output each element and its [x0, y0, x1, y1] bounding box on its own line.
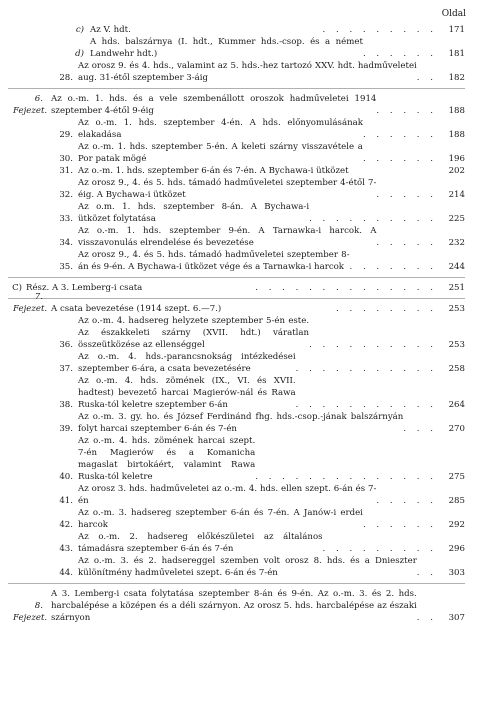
entry-number: 33. [59, 214, 73, 224]
entry-title: Az o.-m. 4. hadsereg helyzete szeptember 5-én este. Az északkeleti szárny (XVII. hdt.) váratlan összeütközése az ellenséggel [78, 316, 310, 350]
entry-page: 202 [448, 166, 465, 176]
toc-entry [0, 165, 489, 177]
section-divider [8, 583, 465, 584]
entry-title: Az o.-m. 1. hds. szeptember 6-án és 7-én. A Bychawa-i ütközet [78, 166, 349, 176]
entry-page: 275 [448, 472, 465, 482]
entry-number: 28. [59, 73, 73, 83]
toc-entry [0, 225, 489, 249]
toc-chapter [0, 588, 489, 624]
toc-entry [0, 531, 489, 555]
entry-page: 251 [448, 283, 465, 293]
toc-entry [0, 60, 489, 84]
page-column-header: Oldal [441, 9, 466, 19]
dot-leader: . . . . . [376, 190, 437, 200]
entry-title: Az orosz 9. és 4. hds., valamint az 5. hds.-hez tartozó XXV. hdt. hadműveletei aug. 31-étől szeptember 3-áig [78, 61, 417, 83]
entry-number: 41. [59, 496, 73, 506]
entry-number: 44. [59, 568, 73, 578]
entry-page: 296 [448, 544, 465, 554]
part-title: Rész. A 3. Lemberg-i csata [26, 283, 143, 293]
dot-leader: . . . . . [376, 496, 437, 506]
toc-entry [0, 36, 489, 60]
chapter-title: A csata bevezetése (1914 szept. 6.—7.) [51, 304, 222, 314]
entry-title: Az o.-m. 1. hds. szeptember 5-én. A keleti szárny visszavétele a Por patak mögé [78, 142, 363, 164]
chapter-number: 8. Fejezet. [13, 601, 48, 623]
entry-title: Az V. hdt. [90, 25, 131, 35]
dot-leader: . . . . . . [362, 520, 437, 530]
dot-leader: . . . . . . . . . . . [295, 364, 437, 374]
entry-page: 232 [448, 238, 465, 248]
entry-number: 34. [59, 238, 73, 248]
entry-number: d) [75, 49, 84, 59]
entry-title: Az o.m. 1. hds. szeptember 8-án. A Bychawa-i ütközet folytatása [78, 202, 310, 224]
entry-title: Az o.-m. 3. gy. ho. és József Ferdinánd fhg. hds.-csop.-jának balszárnyán folyt harcai szeptember 6-án és 7-én [78, 412, 404, 434]
entry-page: 258 [448, 364, 465, 374]
chapter-number: 6. Fejezet. [13, 94, 48, 116]
chapter-title: Az o.-m. 1. hds. és a vele szembenállott oroszok hadműveletei 1914 szeptember 4-étől 9-éig [51, 94, 377, 116]
dot-leader: . . . [403, 424, 437, 434]
entry-page: 214 [448, 190, 465, 200]
toc-entry [0, 24, 489, 36]
entry-page: 225 [448, 214, 465, 224]
toc-chapter [0, 93, 489, 117]
entry-title: Az o.-m. 4. hds.-parancsnokság intézkedései szeptember 6-ára, a csata bevezetésére [78, 352, 296, 374]
dot-leader: . . [416, 613, 437, 623]
entry-page: 253 [448, 304, 465, 314]
dot-leader: . . . . . . . . . . . [295, 400, 437, 410]
entry-page: 188 [448, 130, 465, 140]
entry-page: 292 [448, 520, 465, 530]
dot-leader: . . . . . [376, 106, 437, 116]
dot-leader: . . . . . . . [349, 262, 437, 272]
entry-number: 30. [59, 154, 73, 164]
section-divider [8, 88, 465, 89]
entry-number: 32. [59, 190, 73, 200]
entry-page: 307 [448, 613, 465, 623]
dot-leader: . . . . . . [362, 154, 437, 164]
entry-page: 270 [448, 424, 465, 434]
toc-entry [0, 117, 489, 141]
entry-title: A hds. balszárnya (I. hdt., Kummer hds.-csop. és a német Landwehr hdt.) [90, 37, 363, 59]
toc-chapter [0, 292, 489, 315]
toc-entry [0, 141, 489, 165]
section-divider [8, 298, 465, 299]
toc-entry [0, 411, 489, 435]
dot-leader: . . [416, 568, 437, 578]
chapter-number: 7. Fejezet. [13, 292, 48, 314]
part-number: C) [12, 283, 22, 293]
entry-number: c) [75, 25, 84, 35]
entry-page: 244 [448, 262, 465, 272]
toc-entry [0, 315, 489, 351]
entry-title: Az o.-m. 3. hadsereg szeptember 6-án és 7-én. A Janów-i erdei harcok [78, 508, 363, 530]
entry-title: Az orosz 9., 4. és 5. hds. támadó hadműveletei szeptember 8-án és 9-én. A Bychawa-i ütközet vége és a Tarnawka-i harcok [78, 250, 350, 272]
toc-entry [0, 375, 489, 411]
dot-leader: . . . . . . [362, 49, 437, 59]
entry-title: Az o.-m. 1. hds. szeptember 9-én. A Tarnawka-i harcok. A visszavonulás elrendelése és bevezetése [78, 226, 377, 248]
chapter-title: A 3. Lemberg-i csata folytatása szeptember 8-án és 9-én. Az o.-m. 3. és 2. hds. harcbalépése a középen és a déli szárnyon. Az orosz 5. hds. harcbalépése az északi szárnyon [51, 589, 417, 623]
toc-entry [0, 555, 489, 579]
entry-title: Az o.-m. 1. hds. szeptember 4-én. A hds. előnyomulásának elakadása [78, 118, 363, 140]
table-of-contents [0, 24, 489, 624]
dot-leader: . . . . . . . . [336, 304, 437, 314]
dot-leader: . . . . . . . . . . [309, 340, 437, 350]
entry-page: 181 [448, 49, 465, 59]
entry-page: 303 [448, 568, 465, 578]
toc-entry [0, 201, 489, 225]
dot-leader: . . . . . . . . . [322, 25, 437, 35]
entry-title: Az o.-m. 4. hds. zömének (IX., VI. és XVII. hadtest) bevezető harcai Magierów-nál és Rawa Ruska-tól keletre szeptember 6-án [78, 376, 296, 410]
entry-title: Az o.-m. 3. és 2. hadsereggel szemben volt orosz 8. hds. és a Dnieszter különítmény hadműveletei szept. 6-án és 7-én [78, 556, 417, 578]
entry-page: 264 [448, 400, 465, 410]
entry-page: 253 [448, 340, 465, 350]
toc-entry [0, 483, 489, 507]
toc-entry [0, 507, 489, 531]
dot-leader: . . . . . . . . . . . . . . [255, 283, 437, 293]
entry-number: 36. [59, 340, 73, 350]
toc-entry [0, 249, 489, 273]
dot-leader: . . . . . . [362, 130, 437, 140]
entry-number: 42. [59, 520, 73, 530]
entry-title: Az o.-m. 4. hds. zömének harcai szept. 7-én Magierów és a Komanicha magaslat birtokáért, valamint Rawa Ruska-tól keletre [78, 436, 256, 482]
entry-page: 171 [448, 25, 465, 35]
toc-entry [0, 177, 489, 201]
entry-number: 38. [59, 400, 73, 410]
section-divider [8, 277, 465, 278]
toc-entry [0, 351, 489, 375]
toc-entry [0, 435, 489, 483]
dot-leader: . . [416, 73, 437, 83]
entry-page: 196 [448, 154, 465, 164]
entry-number: 37. [59, 364, 73, 374]
entry-page: 182 [448, 73, 465, 83]
toc-part [0, 282, 489, 294]
dot-leader: . . . . . [376, 238, 437, 248]
entry-number: 29. [59, 130, 73, 140]
dot-leader: . . . . . . . . . [322, 544, 437, 554]
entry-number: 31. [59, 166, 73, 176]
entry-page: 285 [448, 496, 465, 506]
entry-title: Az orosz 3. hds. hadműveletei az o.-m. 4. hds. ellen szept. 6-án és 7-én [78, 484, 377, 506]
entry-title: Az o.-m. 2. hadsereg előkészületei az általános támadásra szeptember 6-án és 7-én [78, 532, 323, 554]
dot-leader: . . . . . . . . . . . . . . [255, 472, 437, 482]
entry-number: 43. [59, 544, 73, 554]
entry-title: Az orosz 9., 4. és 5. hds. támadó hadműveletei szeptember 4-étől 7-éig. A Bychawa-i ütközet [78, 178, 377, 200]
entry-page: 188 [448, 106, 465, 116]
entry-number: 39. [59, 424, 73, 434]
dot-leader: . . . . . . . . . . [309, 214, 437, 224]
entry-number: 35. [59, 262, 73, 272]
entry-number: 40. [59, 472, 73, 482]
